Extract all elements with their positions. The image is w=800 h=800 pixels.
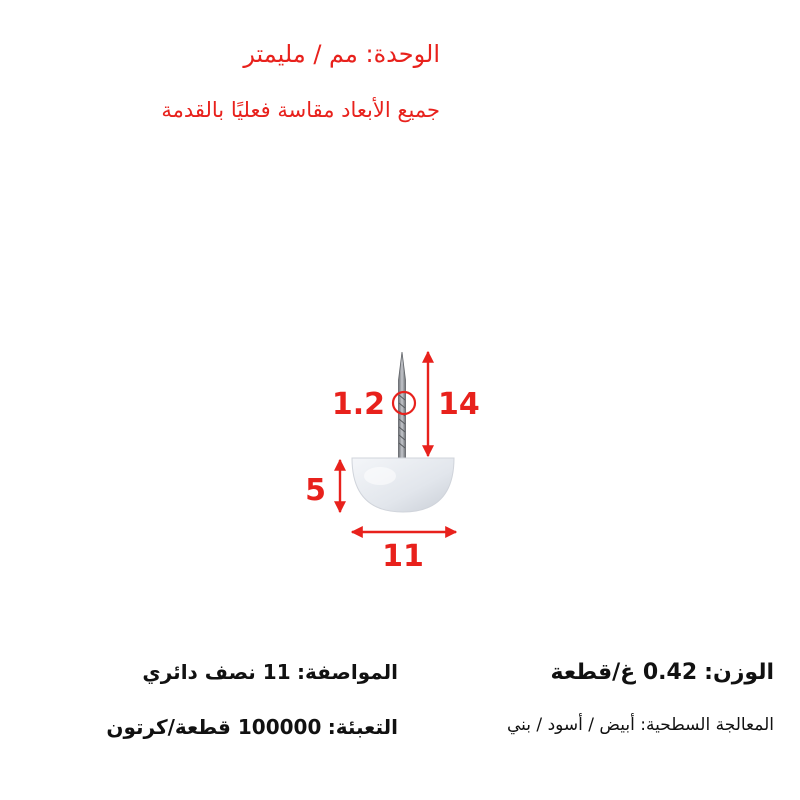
semicircle-cap	[352, 458, 454, 512]
specification-value: 11 نصف دائري	[142, 660, 291, 684]
weight-label: الوزن:	[704, 660, 774, 685]
unit-note: الوحدة: مم / مليمتر	[243, 40, 440, 68]
weight-spec	[551, 660, 774, 685]
pin-length-label: 14	[438, 387, 480, 422]
specification-spec	[142, 660, 398, 684]
surface-finish-label: المعالجة السطحية:	[640, 715, 774, 735]
packing-value: 100000 قطعة/كرتون	[106, 715, 322, 739]
weight-value: 0.42 غ/قطعة	[550, 660, 698, 685]
packing-spec	[106, 715, 398, 739]
pin-shaft	[399, 352, 406, 458]
surface-finish-spec	[507, 715, 774, 735]
specification-label: المواصفة:	[296, 660, 398, 684]
surface-finish-value: أبيض / أسود / بني	[507, 715, 635, 735]
measurement-note: جميع الأبعاد مقاسة فعليًا بالقدمة	[161, 98, 440, 122]
cap-shine	[364, 467, 396, 485]
pin-diameter-label: 1.2	[331, 387, 385, 422]
cap-diameter-label: 11	[382, 539, 424, 574]
cap-height-label: 5	[305, 473, 326, 508]
packing-label: التعبئة:	[327, 715, 398, 739]
